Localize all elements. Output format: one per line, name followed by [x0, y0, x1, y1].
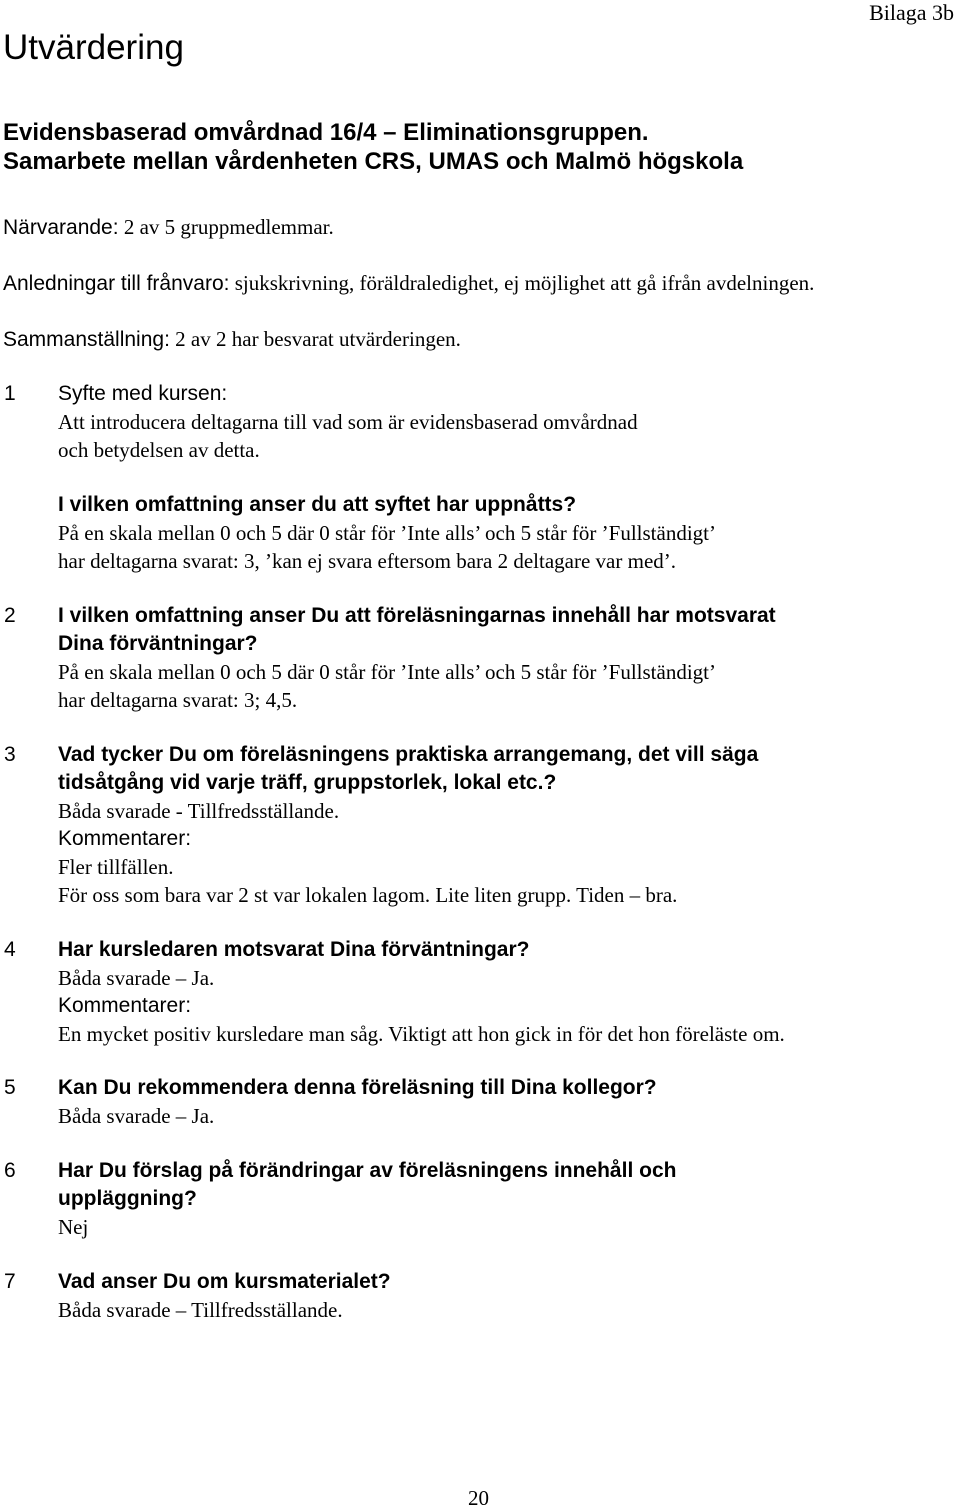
question-1-title: Syfte med kursen:	[58, 382, 228, 405]
summary-label: Sammanställning:	[3, 328, 170, 351]
question-7-answer: Båda svarade – Tillfredsställande.	[58, 1298, 343, 1322]
question-6-number: 6	[4, 1159, 16, 1182]
question-2-answer-line-1: På en skala mellan 0 och 5 där 0 står för ’Inte alls’ och 5 står för ’Fullständigt’	[58, 660, 717, 684]
question-2-number: 2	[4, 604, 16, 627]
question-5-answer: Båda svarade – Ja.	[58, 1104, 215, 1128]
question-3-comment-1: Fler tillfällen.	[58, 855, 174, 879]
question-5-title: Kan Du rekommendera denna föreläsning till Dina kollegor?	[58, 1076, 657, 1099]
question-7-title: Vad anser Du om kursmaterialet?	[58, 1270, 391, 1293]
question-7-number: 7	[4, 1270, 16, 1293]
question-1-text-line-1: Att introducera deltagarna till vad som är evidensbaserad omvårdnad	[58, 410, 638, 434]
summary-value: 2 av 2 har besvarat utvärderingen.	[175, 327, 461, 351]
question-2-title-line-2: Dina förväntningar?	[58, 632, 258, 655]
present-label: Närvarande:	[3, 216, 119, 239]
page-title: Utvärdering	[3, 28, 184, 67]
question-4-number: 4	[4, 938, 16, 961]
question-4-comments-label: Kommentarer:	[58, 994, 192, 1017]
question-6-title-line-2: uppläggning?	[58, 1187, 197, 1210]
question-3-title-line-2: tidsåtgång vid varje träff, gruppstorlek, lokal etc.?	[58, 771, 557, 794]
appendix-label: Bilaga 3b	[869, 0, 954, 25]
question-6-answer: Nej	[58, 1215, 89, 1239]
question-4-title: Har kursledaren motsvarat Dina förväntningar?	[58, 938, 530, 961]
summary-line	[3, 325, 461, 354]
question-1-text-line-2: och betydelsen av detta.	[58, 438, 260, 462]
question-3-answer: Båda svarade - Tillfredsställande.	[58, 799, 340, 823]
question-1-answer-line-2: har deltagarna svarat: 3, ’kan ej svara eftersom bara 2 deltagare var med’.	[58, 549, 677, 573]
question-3-number: 3	[4, 743, 16, 766]
present-value: 2 av 5 gruppmedlemmar.	[123, 215, 334, 239]
question-3-comments-label: Kommentarer:	[58, 827, 192, 850]
absence-value: sjukskrivning, föräldraledighet, ej möjlighet att gå ifrån avdelningen.	[234, 271, 815, 295]
question-1-number: 1	[4, 382, 16, 405]
question-1-answer-line-1: På en skala mellan 0 och 5 där 0 står för ’Inte alls’ och 5 står för ’Fullständigt’	[58, 521, 717, 545]
subtitle-line-1: Evidensbaserad omvårdnad 16/4 – Eliminationsgruppen.	[3, 119, 649, 146]
question-6-title-line-1: Har Du förslag på förändringar av föreläsningens innehåll och	[58, 1159, 677, 1182]
page-number: 20	[468, 1486, 489, 1510]
question-2-title-line-1: I vilken omfattning anser Du att föreläsningarnas innehåll har motsvarat	[58, 604, 776, 627]
question-5-number: 5	[4, 1076, 16, 1099]
question-1-question: I vilken omfattning anser du att syftet har uppnåtts?	[58, 493, 577, 516]
question-3-comment-2: För oss som bara var 2 st var lokalen lagom. Lite liten grupp. Tiden – bra.	[58, 883, 678, 907]
question-4-comment-1: En mycket positiv kursledare man såg. Viktigt att hon gick in för det hon föreläste om.	[58, 1022, 785, 1046]
question-4-answer: Båda svarade – Ja.	[58, 966, 215, 990]
question-3-title-line-1: Vad tycker Du om föreläsningens praktiska arrangemang, det vill säga	[58, 743, 759, 766]
absence-line	[3, 269, 814, 298]
absence-label: Anledningar till frånvaro:	[3, 272, 230, 295]
present-line	[3, 213, 334, 242]
subtitle-line-2: Samarbete mellan vårdenheten CRS, UMAS och Malmö högskola	[3, 148, 744, 175]
question-2-answer-line-2: har deltagarna svarat: 3; 4,5.	[58, 688, 298, 712]
